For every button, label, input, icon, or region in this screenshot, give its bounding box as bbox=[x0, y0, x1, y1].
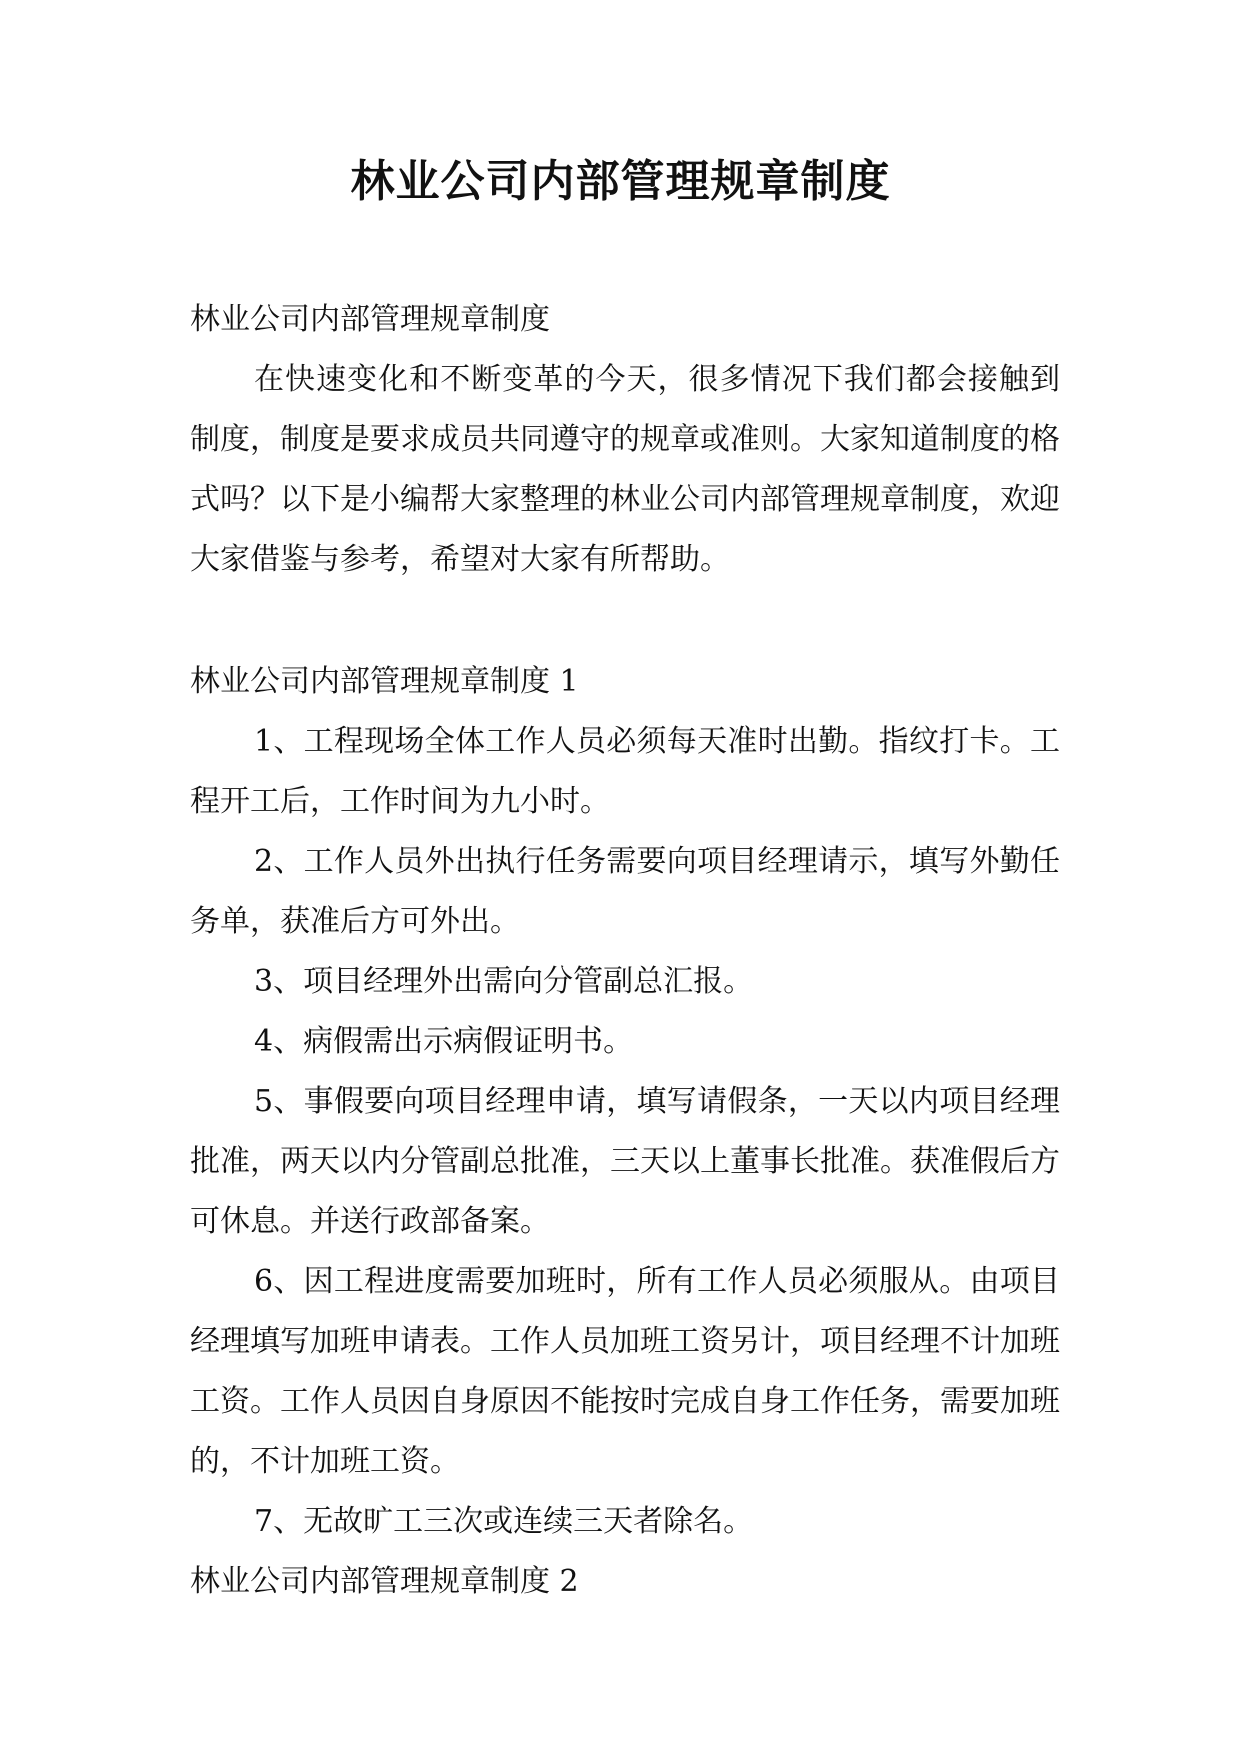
rule-item-4: 4、病假需出示病假证明书。 bbox=[254, 1024, 634, 1059]
rule-item-1: 1、工程现场全体工作人员必须每天准时出勤。指纹打卡。工程开工后，工作时间为九小时。 bbox=[190, 724, 1060, 819]
paragraph-gap bbox=[190, 590, 1060, 652]
intro-heading: 林业公司内部管理规章制度 bbox=[190, 302, 550, 337]
rule-item-2: 2、工作人员外出执行任务需要向项目经理请示，填写外勤任务单，获准后方可外出。 bbox=[190, 844, 1060, 939]
document-body bbox=[190, 290, 1060, 1612]
rule-item-5: 5、事假要向项目经理申请，填写请假条，一天以内项目经理批准，两天以内分管副总批准，三天以上董事长批准。获准假后方可休息。并送行政部备案。 bbox=[190, 1084, 1060, 1239]
rule-item-7: 7、无故旷工三次或连续三天者除名。 bbox=[254, 1504, 754, 1539]
section-2-heading: 林业公司内部管理规章制度 2 bbox=[190, 1564, 579, 1599]
rule-item-3: 3、项目经理外出需向分管副总汇报。 bbox=[254, 964, 754, 999]
rule-item-6: 6、因工程进度需要加班时，所有工作人员必须服从。由项目经理填写加班申请表。工作人员加班工资另计，项目经理不计加班工资。工作人员因自身原因不能按时完成自身工作任务，需要加班的，不计加班工资。 bbox=[190, 1264, 1060, 1479]
intro-paragraph: 在快速变化和不断变革的今天，很多情况下我们都会接触到制度，制度是要求成员共同遵守的规章或准则。大家知道制度的格式吗？以下是小编帮大家整理的林业公司内部管理规章制度，欢迎大家借鉴与参考，希望对大家有所帮助。 bbox=[190, 362, 1060, 577]
section-1-heading: 林业公司内部管理规章制度 1 bbox=[190, 664, 579, 699]
document-title: 林业公司内部管理规章制度 bbox=[350, 156, 891, 207]
